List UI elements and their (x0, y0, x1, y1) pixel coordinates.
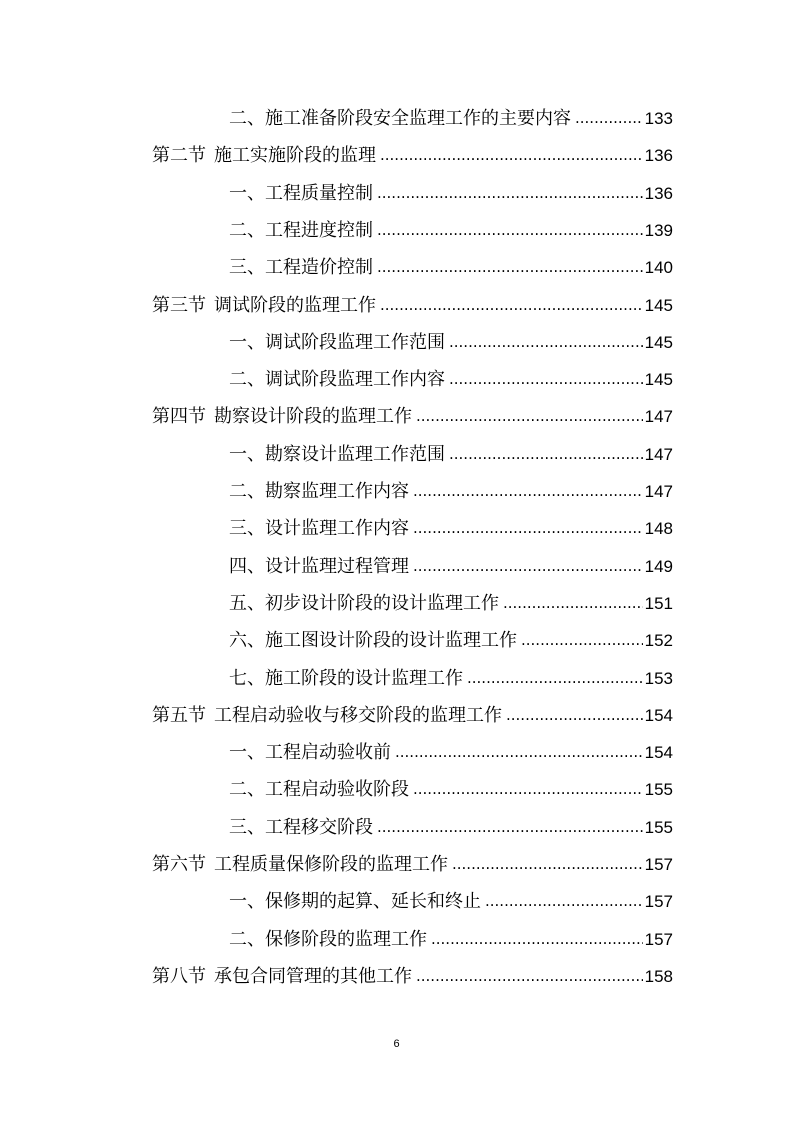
toc-entry-title: 工程质量保修阶段的监理工作 (214, 854, 448, 875)
toc-entry-number: 一 (229, 331, 247, 353)
toc-entry-separator: 、 (247, 182, 265, 204)
toc-entry-title: 调试阶段监理工作内容 (265, 369, 445, 391)
toc-entry-separator (206, 398, 214, 435)
toc-entry-title: 初步设计阶段的设计监理工作 (265, 592, 499, 614)
toc-subsection-entry[interactable] (229, 734, 673, 771)
toc-entry-label (229, 175, 373, 212)
toc-leader-dots (503, 585, 643, 622)
toc-entry-separator: 、 (247, 257, 265, 279)
toc-entry-label (229, 548, 409, 585)
toc-subsection-entry[interactable] (229, 585, 673, 622)
toc-entry-page: 149 (644, 556, 673, 576)
toc-leader-dots (377, 809, 643, 846)
toc-section-entry[interactable] (152, 287, 673, 324)
toc-entry-title: 工程启动验收与移交阶段的监理工作 (214, 704, 502, 726)
toc-entry-number: 三 (229, 816, 247, 838)
toc-entry-separator (206, 958, 214, 995)
toc-entry-label (229, 324, 445, 361)
toc-entry-title: 勘察监理工作内容 (265, 481, 409, 502)
toc-leader-dots (413, 510, 643, 547)
toc-entry-separator: 、 (247, 219, 265, 241)
toc-entry-title: 工程造价控制 (265, 257, 373, 279)
toc-entry-separator: 、 (247, 443, 265, 465)
toc-entry-number: 四 (229, 555, 247, 577)
toc-entry-number: 六 (229, 630, 247, 652)
toc-leader-dots (377, 212, 643, 249)
toc-entry-number: 第五节 (152, 704, 206, 726)
toc-entry-title: 调试阶段的监理工作 (214, 294, 376, 316)
toc-entry-title: 调试阶段监理工作范围 (265, 331, 445, 353)
toc-entry-separator (206, 287, 214, 324)
toc-leader-dots (449, 361, 643, 398)
toc-leader-dots (416, 398, 643, 435)
toc-entry-separator: 、 (247, 555, 265, 577)
toc-leader-dots (395, 734, 643, 771)
toc-entry-title: 设计监理过程管理 (265, 555, 409, 577)
toc-entry-separator: 、 (247, 891, 265, 913)
toc-entry-separator (206, 137, 214, 174)
toc-entry-page: 136 (644, 146, 673, 166)
toc-leader-dots (413, 771, 643, 808)
toc-entry-title: 工程质量控制 (265, 182, 373, 204)
toc-entry-page: 145 (644, 295, 673, 315)
toc-entry-page: 139 (644, 220, 673, 240)
toc-entry-number: 第三节 (152, 294, 206, 316)
toc-leader-dots (377, 249, 643, 286)
toc-entry-title: 施工图设计阶段的设计监理工作 (265, 630, 517, 652)
toc-subsection-entry[interactable] (229, 660, 673, 697)
toc-leader-dots (380, 287, 643, 324)
toc-subsection-entry[interactable] (229, 771, 673, 808)
toc-entry-title: 工程启动验收前 (265, 742, 391, 764)
toc-leader-dots (431, 921, 643, 958)
toc-entry-number: 五 (229, 592, 247, 614)
toc-entry-page: 140 (644, 258, 673, 278)
toc-entry-label (229, 249, 373, 286)
toc-entry-separator: 、 (247, 667, 265, 689)
toc-entry-separator: 、 (247, 592, 265, 614)
toc-leader-dots (575, 100, 643, 137)
toc-entry-separator (206, 697, 214, 734)
toc-entry-label (152, 958, 412, 995)
toc-entry-number: 一 (229, 891, 247, 913)
toc-leader-dots (380, 137, 643, 174)
toc-entry-label (229, 883, 481, 920)
toc-entry-title: 承包合同管理的其他工作 (214, 965, 412, 987)
toc-entry-label (229, 734, 391, 771)
toc-entry-page: 157 (644, 892, 673, 912)
toc-entry-separator: 、 (247, 779, 265, 801)
toc-entry-separator: 、 (247, 742, 265, 764)
toc-entry-label (229, 771, 409, 808)
toc-entry-page: 155 (644, 817, 673, 837)
toc-section-entry[interactable] (152, 958, 673, 995)
toc-entry-label (229, 622, 517, 659)
toc-leader-dots (449, 324, 643, 361)
toc-section-entry[interactable] (152, 697, 673, 734)
toc-subsection-entry[interactable] (229, 175, 673, 212)
toc-entry-page: 158 (644, 966, 673, 986)
toc-subsection-entry[interactable] (229, 548, 673, 585)
toc-leader-dots (485, 883, 643, 920)
toc-entry-separator: 、 (247, 630, 265, 652)
toc-entry-number: 三 (229, 518, 247, 540)
toc-entry-number: 三 (229, 257, 247, 279)
toc-entry-label (229, 809, 373, 846)
toc-entry-page: 157 (644, 929, 673, 949)
toc-subsection-entry[interactable] (229, 436, 673, 473)
toc-entry-separator: 、 (247, 928, 265, 950)
toc-entry-number: 第四节 (152, 406, 206, 428)
toc-entry-number: 二 (229, 219, 247, 241)
toc-leader-dots (467, 660, 643, 697)
toc-entry-number: 七 (229, 667, 247, 689)
toc-entry-label (152, 137, 376, 174)
toc-entry-separator: 、 (247, 108, 265, 129)
toc-entry-page: 152 (644, 631, 673, 651)
toc-subsection-entry[interactable] (229, 249, 673, 286)
toc-entry-label (152, 846, 448, 883)
toc-section-entry[interactable] (152, 398, 673, 435)
toc-entry-number: 二 (229, 108, 247, 129)
toc-entry-label (229, 361, 445, 398)
toc-entry-page: 147 (644, 482, 673, 501)
toc-entry-page: 147 (644, 407, 673, 427)
toc-entry-page: 157 (644, 855, 673, 874)
toc-entry-number: 第二节 (152, 145, 206, 167)
toc-subsection-entry[interactable] (229, 510, 673, 547)
toc-entry-label (152, 398, 412, 435)
toc-entry-page: 148 (644, 519, 673, 539)
toc-entry-label (229, 212, 373, 249)
toc-leader-dots (521, 622, 643, 659)
toc-entry-page: 133 (644, 109, 673, 128)
toc-entry-number: 二 (229, 481, 247, 502)
toc-entry-label (152, 287, 376, 324)
toc-entry-page: 154 (644, 705, 673, 725)
toc-entry-separator: 、 (247, 331, 265, 353)
toc-entry-label (229, 921, 427, 958)
toc-entry-title: 工程启动验收阶段 (265, 779, 409, 801)
toc-entry-number: 一 (229, 443, 247, 465)
toc-entry-title: 工程进度控制 (265, 219, 373, 241)
toc-entry-page: 136 (644, 183, 673, 203)
toc-entry-separator: 、 (247, 481, 265, 502)
toc-entry-page: 155 (644, 780, 673, 800)
toc-entry-page: 153 (644, 668, 673, 688)
toc-subsection-entry[interactable] (229, 324, 673, 361)
toc-entry-label (229, 585, 499, 622)
toc-entry-title: 施工准备阶段安全监理工作的主要内容 (265, 108, 571, 129)
toc-entry-label (229, 100, 571, 137)
toc-entry-number: 一 (229, 182, 247, 204)
toc-subsection-entry[interactable] (229, 100, 673, 137)
toc-entry-page: 147 (644, 444, 673, 464)
toc-entry-separator: 、 (247, 369, 265, 391)
toc-entry-title: 保修阶段的监理工作 (265, 928, 427, 950)
toc-section-entry[interactable] (152, 137, 673, 174)
toc-entry-separator: 、 (247, 518, 265, 540)
toc-subsection-entry[interactable] (229, 473, 673, 510)
toc-entry-page: 154 (644, 743, 673, 763)
toc-entry-title: 施工阶段的设计监理工作 (265, 667, 463, 689)
toc-entry-title: 勘察设计监理工作范围 (265, 443, 445, 465)
toc-leader-dots (416, 958, 643, 995)
toc-entry-page: 151 (644, 593, 673, 613)
toc-entry-title: 工程移交阶段 (265, 816, 373, 838)
page-number: 6 (393, 1038, 400, 1050)
toc-subsection-entry[interactable] (229, 361, 673, 398)
toc-entry-label (229, 436, 445, 473)
toc-entry-label (229, 473, 409, 510)
toc-leader-dots (413, 473, 643, 510)
toc-entry-page: 145 (644, 370, 673, 390)
toc-entry-number: 第八节 (152, 965, 206, 987)
toc-leader-dots (377, 175, 643, 212)
toc-entry-label (229, 510, 409, 547)
toc-entry-label (229, 660, 463, 697)
toc-subsection-entry[interactable] (229, 622, 673, 659)
toc-leader-dots (413, 548, 643, 585)
toc-entry-title: 设计监理工作内容 (265, 518, 409, 540)
toc-subsection-entry[interactable] (229, 883, 673, 920)
toc-subsection-entry[interactable] (229, 212, 673, 249)
toc-entry-title: 保修期的起算、延长和终止 (265, 891, 481, 913)
toc-entry-number: 第六节 (152, 854, 206, 875)
toc-entry-number: 二 (229, 928, 247, 950)
toc-entry-label (152, 697, 502, 734)
toc-leader-dots (506, 697, 643, 734)
toc-section-entry[interactable] (152, 846, 673, 883)
toc-leader-dots (449, 436, 643, 473)
toc-entry-separator (206, 846, 214, 883)
toc-entry-number: 一 (229, 742, 247, 764)
toc-leader-dots (452, 846, 643, 883)
toc-subsection-entry[interactable] (229, 809, 673, 846)
toc-subsection-entry[interactable] (229, 921, 673, 958)
toc-entry-number: 二 (229, 369, 247, 391)
toc-entry-title: 施工实施阶段的监理 (214, 145, 376, 167)
toc-entry-number: 二 (229, 779, 247, 801)
toc-entry-page: 145 (644, 332, 673, 352)
toc-entry-title: 勘察设计阶段的监理工作 (214, 406, 412, 428)
toc-entry-separator: 、 (247, 816, 265, 838)
